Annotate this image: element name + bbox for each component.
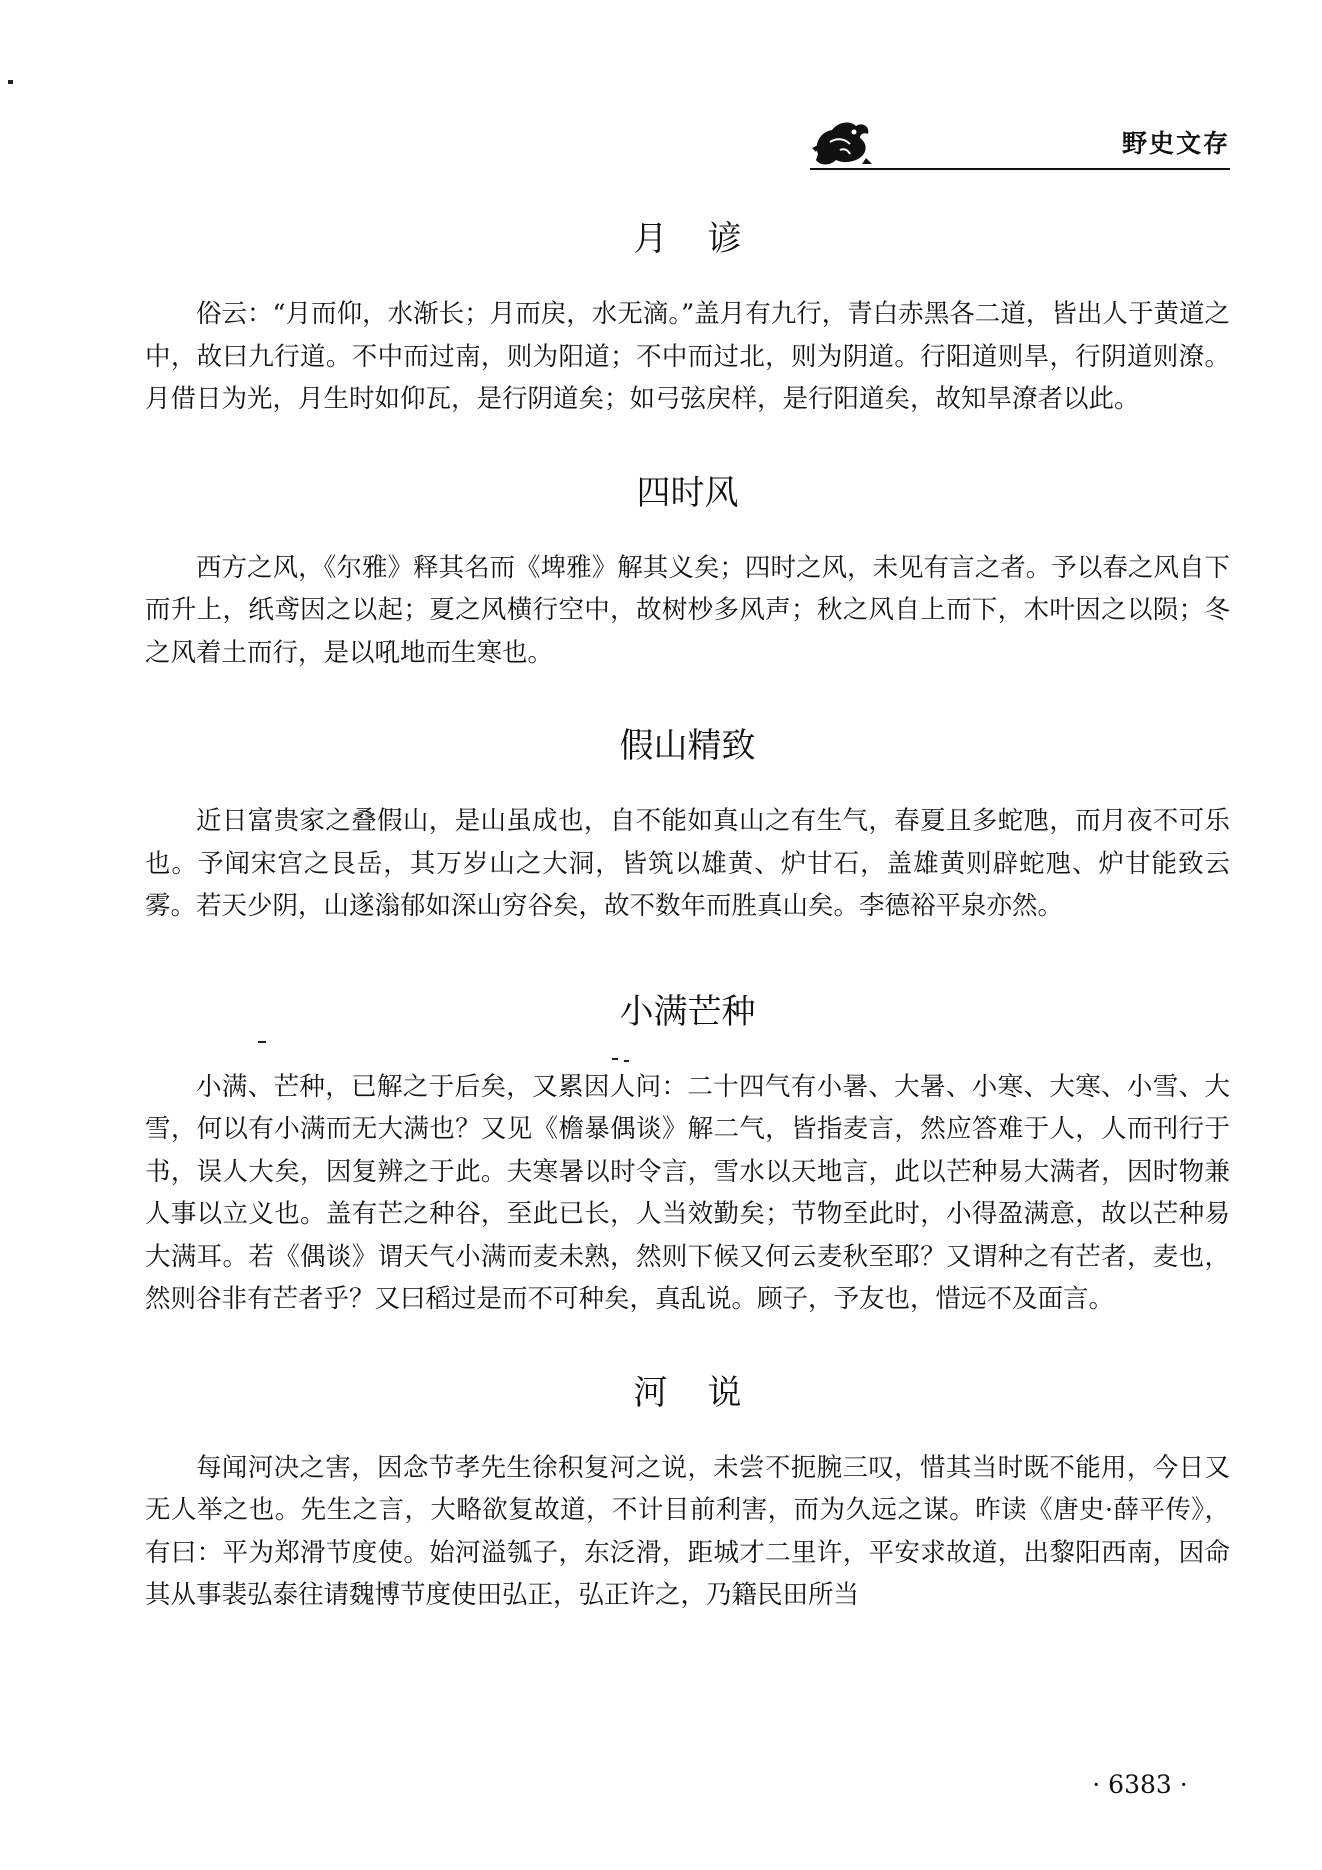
section-paragraph-yueyan: 俗云：“月而仰，水渐长；月而戻，水无滴。”盖月有九行，青白赤黑各二道，皆出人于黄道之中，故曰九行道。不中而过南，则为阳道；不中而过北，则为阴道。行阳道则旱，行阴道则潦。月借日为光，月生时如仰瓦，是行阴道矣；如弓弦戻样，是行阳道矣，故知旱潦者以此。 (145, 299, 1230, 414)
section-paragraph-heshuo: 每闻河决之害，因念节孝先生徐积复河之说，未尝不扼腕三叹，惜其当时既不能用，今日又无人举之也。先生之言，大略欲复故道，不计目前利害，而为久远之谋。昨读《唐史·薛平传》，有曰：平为郑滑节度使。始河溢瓠子，东泛滑，距城才二里许，平安求故道，出黎阳西南，因命其从事裴弘泰往请魏博节度使田弘正，弘正许之，乃籍民田所当 (145, 1452, 1230, 1610)
section-title-heshuo: 河说 (633, 1372, 782, 1413)
section-title-xiaoman: 小满芒种 (619, 991, 756, 1032)
section-title-sishifeng: 四时风 (636, 472, 739, 513)
section-paragraph-sishifeng: 西方之风，《尔雅》释其名而《埤雅》解其义矣；四时之风，未见有言之者。予以春之风自下而升上，纸鸢因之以起；夏之风横行空中，故树杪多风声；秋之风自上而下，木叶因之以陨；冬之风着土而行，是以吼地而生寒也。 (145, 552, 1230, 668)
scan-speck (8, 80, 13, 84)
page-content (145, 215, 1230, 1617)
running-header (810, 108, 1230, 180)
section-title-jiashan: 假山精致 (619, 726, 756, 766)
page-number: · 6383 · (1092, 1770, 1188, 1799)
section-paragraph-xiaoman: 小满、芒种，已解之于后矣，又累因人问：二十四气有小暑、大暑、小寒、大寒、小雪、大雪，何以有小满而无大满也？又见《檐暴偶谈》解二气，皆指麦言，然应答难于人，人而刊行于书，误人大矣，因复辨之于此。夫寒暑以时令言，雪水以天地言，此以芒种易大满者，因时物兼人事以立义也。盖有芒之种谷，至此已长，人当效勤矣；节物至此时，小得盈满意，故以芒种易大满耳。若《偶谈》谓天气小满而麦未熟，然则下候又何云麦秋至耶？又谓种之有芒者，麦也，然则谷非有芒者乎？又曰稻过是而不可种矣，真乱说。顾子，予友也，惜远不及面言。 (145, 1071, 1230, 1314)
scan-speck (258, 1041, 266, 1043)
scan-speck (612, 1058, 618, 1060)
section-paragraph-jiashan: 近日富贵家之叠假山，是山虽成也，自不能如真山之有生气，春夏且多蛇虺，而月夜不可乐也。予闻宋宫之艮岳，其万岁山之大洞，皆筑以雄黄、炉甘石，盖雄黄则辟蛇虺、炉甘能致云雾。若天少阴，山遂滃郁如深山穷谷矣，故不数年而胜真山矣。李德裕平泉亦然。 (145, 806, 1230, 921)
dragon-emblem-icon (810, 114, 874, 170)
header-rule (810, 168, 1230, 170)
section-title-yueyan: 月谚 (633, 219, 782, 259)
scan-speck (624, 1060, 629, 1062)
series-title: 野史文存 (1121, 129, 1230, 158)
